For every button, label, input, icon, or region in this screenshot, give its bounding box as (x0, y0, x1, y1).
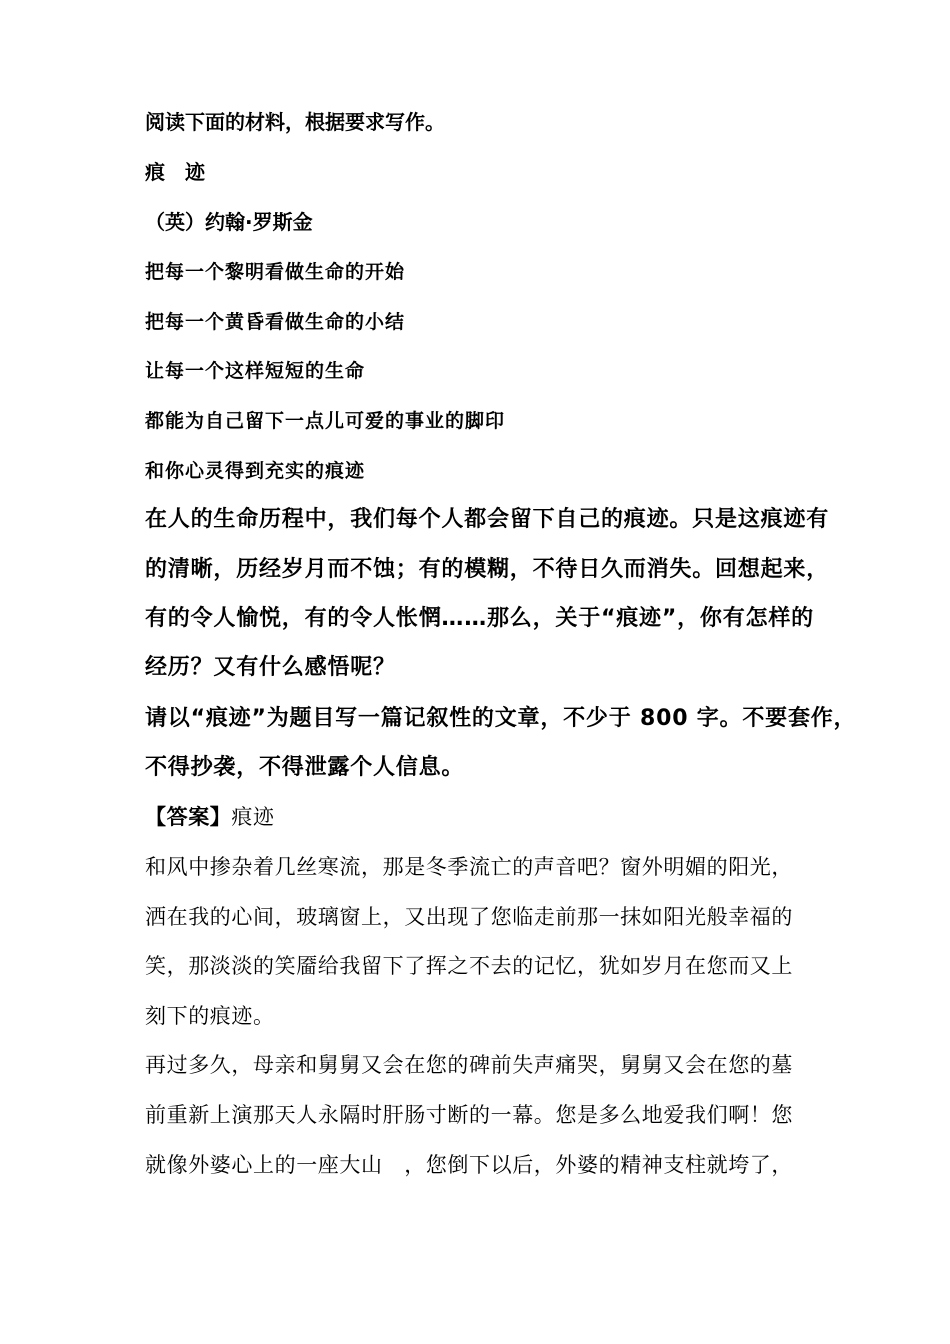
answer-title: 痕迹 (231, 805, 275, 829)
poem-line: 把每一个黄昏看做生命的小结 (145, 311, 406, 333)
answer-heading (145, 803, 275, 831)
prompt-line: 经历？又有什么感悟呢？ (145, 655, 396, 680)
answer-label: 【答案】 (145, 805, 232, 829)
poem-author: （英）约翰·罗斯金 (145, 210, 313, 234)
poem-line: 把每一个黎明看做生命的开始 (145, 261, 406, 283)
instruction-text: 阅读下面的材料，根据要求写作。 (145, 110, 445, 134)
answer-paragraph-line: 再过多久，母亲和舅舅又会在您的碑前失声痛哭，舅舅又会在您的墓 (145, 1053, 793, 1077)
answer-paragraph-line: 前重新上演那天人永隔时肝肠寸断的一幕。您是多么地爱我们啊！您 (145, 1103, 793, 1127)
answer-paragraph-line: 笑，那淡淡的笑靥给我留下了挥之不去的记忆，犹如岁月在您而又上 (145, 954, 793, 978)
poem-line: 都能为自己留下一点儿可爱的事业的脚印 (145, 410, 506, 432)
answer-paragraph-line: 刻下的痕迹。 (145, 1004, 275, 1028)
answer-paragraph-line: 洒在我的心间，玻璃窗上，又出现了您临走前那一抹如阳光般幸福的 (145, 905, 793, 929)
poem-line: 让每一个这样短短的生命 (145, 360, 366, 382)
answer-paragraph-line: 和风中掺杂着几丝寒流，那是冬季流亡的声音吧？窗外明媚的阳光， (145, 855, 793, 879)
poem-title: 痕 迹 (145, 160, 205, 184)
requirement-line: 不得抄袭，不得泄露个人信息。 (145, 755, 465, 780)
requirement-line: 请以“痕迹”为题目写一篇记叙性的文章，不少于 800 字。不要套作， (145, 706, 857, 731)
prompt-line: 有的令人愉悦，有的令人怅惘……那么，关于“痕迹”，你有怎样的 (145, 606, 814, 631)
prompt-line: 在人的生命历程中，我们每个人都会留下自己的痕迹。只是这痕迹有 (145, 507, 830, 532)
prompt-line: 的清晰，历经岁月而不蚀；有的模糊，不待日久而消失。回想起来， (145, 557, 830, 582)
answer-paragraph-line: 就像外婆心上的一座大山 ，您倒下以后，外婆的精神支柱就垮了， (145, 1153, 793, 1177)
poem-line: 和你心灵得到充实的痕迹 (145, 460, 366, 482)
